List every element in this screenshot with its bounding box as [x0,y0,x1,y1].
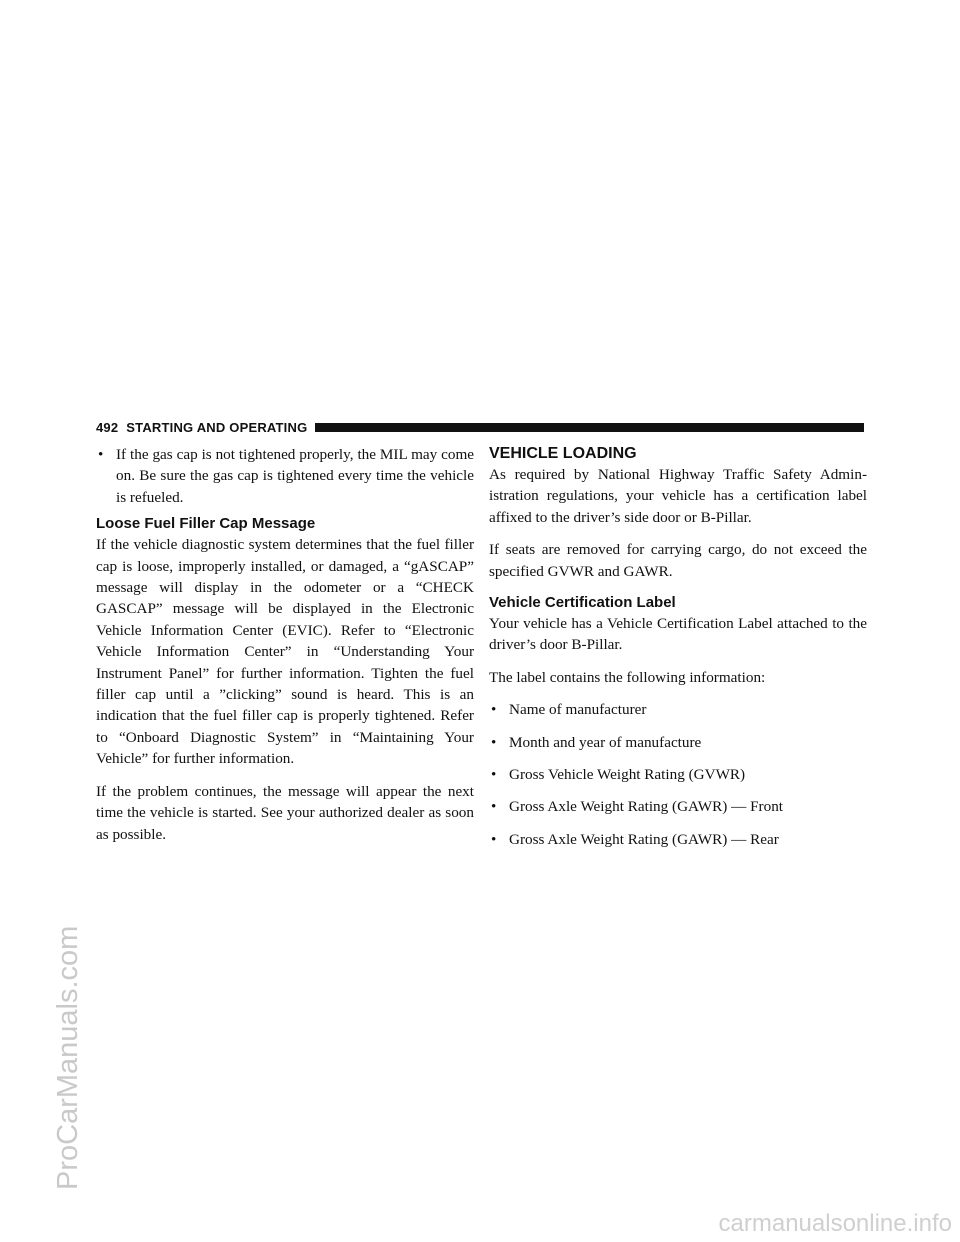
problem-paragraph: If the problem continues, the message will appear the next time the vehicle is started. See your authorized dealer as soon as possible. [96,782,474,843]
left-column [96,444,474,856]
section-title: STARTING AND OPERATING [126,419,308,435]
list-item [489,764,867,785]
bullet-icon: • [491,798,497,816]
bullet-icon: • [98,446,104,463]
label-contents-paragraph: The label contains the following information: [489,668,766,686]
bullet-text: Gross Vehicle Weight Rating (GVWR) [509,766,746,784]
page-number: 492 [96,419,119,435]
footer-watermark: carmanualsonline.info [718,1210,952,1237]
right-column [489,444,867,861]
bullet-text: Month and year of manufacture [509,733,702,751]
side-watermark: ProCarManuals.com [52,925,84,1190]
certification-paragraph: Your vehicle has a Vehicle Certification Label attached to the driver’s door B-Pillar. [489,615,867,654]
list-item [96,444,474,508]
bullet-text: Name of manufacturer [509,701,647,719]
bullet-icon: • [491,733,497,751]
seats-paragraph: If seats are removed for carrying cargo, do not exceed the specified GVWR and GAWR. [489,541,867,580]
page-header [96,416,864,438]
bullet-icon: • [491,701,497,719]
loose-cap-paragraph: If the vehicle diagnostic system determines that the fuel filler cap is loose, improperly installed, or damaged, a “gASCAP” message will display in the odometer or a “CHECK GASCAP” message will be displayed in the Electronic Vehicle Information Center (EVIC). Refer to “Electronic Vehicle Information Center” in “Understanding Your Instrument Panel” for further information. Tighten the fuel filler cap until a ”clicking” sound is heard. This is an indication that the fuel filler cap is properly tightened. Refer to “Onboard Diagnostic System” in “Maintaining Your Vehicle” for further information. [96,536,474,768]
list-item [489,796,867,817]
loose-cap-heading: Loose Fuel Filler Cap Message [96,515,316,533]
header-rule [315,423,864,432]
vehicle-loading-heading: VEHICLE LOADING [489,445,637,462]
nhtsa-paragraph: As required by National Highway Traffic Safety Administration regulations, your vehicle has a certification label affixed to the driver’s side door or B-Pillar. [489,466,867,526]
bullet-icon: • [491,766,497,784]
bullet-text: If the gas cap is not tightened properly, the MIL may come on. Be sure the gas cap is tightened every time the vehicle is refueled. [116,446,474,506]
bullet-text: Gross Axle Weight Rating (GAWR) — Front [509,798,784,816]
list-item [489,829,867,850]
certification-label-heading: Vehicle Certification Label [489,594,676,612]
bullet-icon: • [491,830,497,848]
bullet-text: Gross Axle Weight Rating (GAWR) — Rear [509,830,779,848]
list-item [489,732,867,753]
list-item [489,699,867,720]
